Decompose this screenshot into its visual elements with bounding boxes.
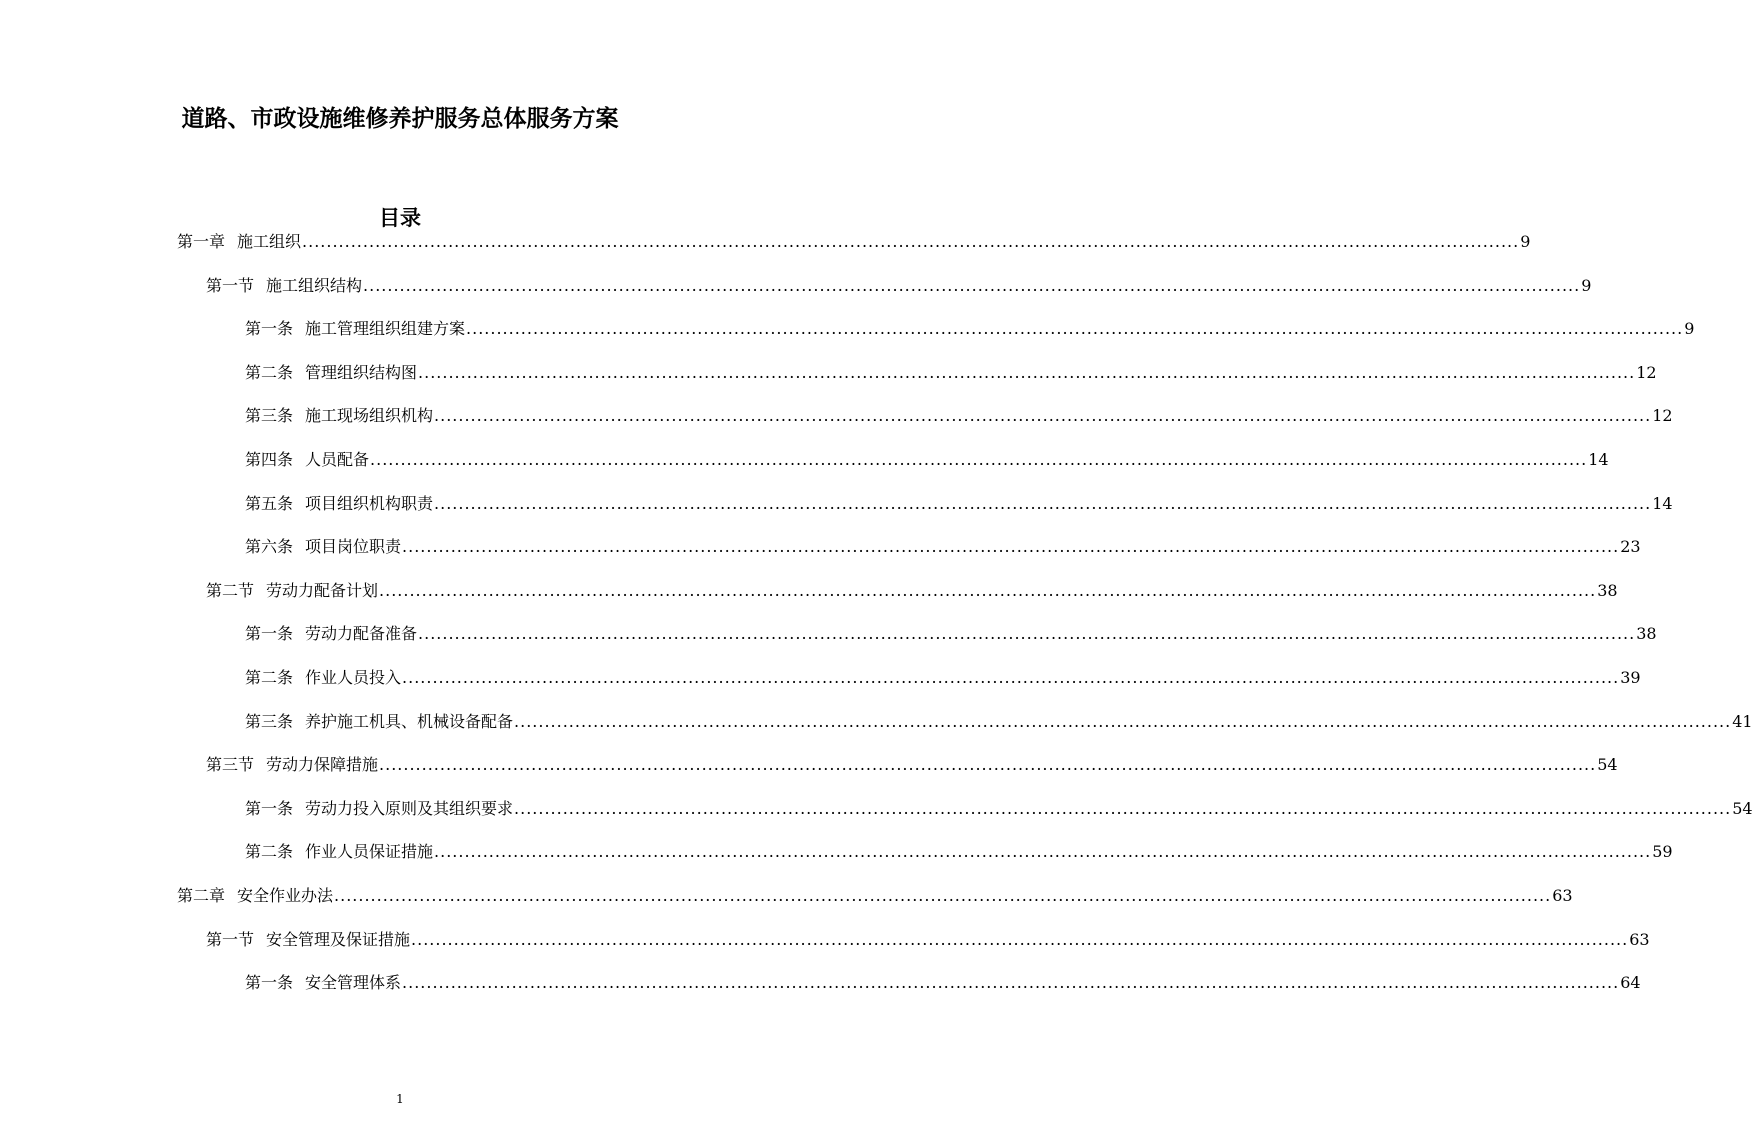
toc-entry-title: 施工组织结构	[266, 276, 363, 295]
toc-entry-title: 管理组织结构图	[305, 363, 418, 382]
toc-entry-page: 23	[1620, 537, 1641, 556]
toc-entry-title: 项目组织机构职责	[305, 494, 434, 513]
toc-dot-leader: ........................................................................................................................................................................................................	[434, 406, 1652, 425]
toc-entry-article[interactable]	[245, 971, 1641, 995]
toc-entry-article[interactable]	[245, 797, 1753, 821]
toc-entry-section[interactable]	[206, 928, 1650, 952]
toc-entry-page: 64	[1620, 973, 1641, 992]
toc-entry-number: 第三条	[245, 712, 294, 731]
toc-entry-page: 38	[1597, 581, 1618, 600]
toc-entry-article[interactable]	[245, 404, 1673, 428]
toc-entry-page: 38	[1636, 624, 1657, 643]
toc-entry-article[interactable]	[245, 840, 1673, 864]
toc-entry-number: 第一条	[245, 319, 294, 338]
toc-dot-leader: ........................................................................................................................................................................................................	[418, 363, 1636, 382]
toc-entry-title: 人员配备	[305, 450, 370, 469]
toc-entry-title: 养护施工机具、机械设备配备	[305, 712, 514, 731]
toc-entry-page: 39	[1620, 668, 1641, 687]
toc-entry-page: 63	[1552, 886, 1573, 905]
toc-entry-number: 第一条	[245, 624, 294, 643]
toc-entry-title: 作业人员保证措施	[305, 842, 434, 861]
toc-entry-page: 14	[1652, 494, 1673, 513]
toc-entry-number: 第五条	[245, 494, 294, 513]
toc-entry-section[interactable]	[206, 274, 1592, 298]
toc-entry-title: 安全管理及保证措施	[266, 930, 411, 949]
toc-entry-number: 第四条	[245, 450, 294, 469]
toc-entry-number: 第一条	[245, 799, 294, 818]
toc-dot-leader: ........................................................................................................................................................................................................	[418, 624, 1636, 643]
toc-entry-title: 劳动力保障措施	[266, 755, 379, 774]
toc-dot-leader: ........................................................................................................................................................................................................	[334, 886, 1552, 905]
toc-entry-chapter[interactable]	[177, 884, 1573, 908]
toc-heading: 目录	[379, 206, 421, 230]
toc-entry-title: 施工管理组织组建方案	[305, 319, 466, 338]
page-number: 1	[396, 1092, 404, 1106]
toc-entry-page: 54	[1597, 755, 1618, 774]
toc-entry-page: 14	[1588, 450, 1609, 469]
toc-dot-leader: ........................................................................................................................................................................................................	[402, 973, 1620, 992]
toc-dot-leader: ........................................................................................................................................................................................................	[466, 319, 1684, 338]
toc-entry-title: 施工组织	[237, 232, 302, 251]
toc-entry-title: 安全管理体系	[305, 973, 402, 992]
toc-entry-article[interactable]	[245, 710, 1753, 734]
toc-entry-number: 第二章	[177, 886, 226, 905]
toc-dot-leader: ........................................................................................................................................................................................................	[379, 755, 1597, 774]
toc-entry-number: 第二条	[245, 668, 294, 687]
toc-entry-article[interactable]	[245, 492, 1673, 516]
document-title: 道路、市政设施维修养护服务总体服务方案	[181, 106, 619, 132]
toc-entry-title: 劳动力配备准备	[305, 624, 418, 643]
toc-entry-article[interactable]	[245, 361, 1657, 385]
toc-dot-leader: ........................................................................................................................................................................................................	[514, 799, 1732, 818]
toc-entry-chapter[interactable]	[177, 230, 1531, 254]
toc-dot-leader: ........................................................................................................................................................................................................	[411, 930, 1629, 949]
toc-entry-title: 劳动力配备计划	[266, 581, 379, 600]
toc-entry-page: 59	[1652, 842, 1673, 861]
toc-entry-number: 第三节	[206, 755, 255, 774]
toc-dot-leader: ........................................................................................................................................................................................................	[402, 537, 1620, 556]
toc-dot-leader: ........................................................................................................................................................................................................	[370, 450, 1588, 469]
toc-entry-number: 第一条	[245, 973, 294, 992]
toc-entry-number: 第三条	[245, 406, 294, 425]
toc-dot-leader: ........................................................................................................................................................................................................	[363, 276, 1581, 295]
toc-dot-leader: ........................................................................................................................................................................................................	[302, 232, 1520, 251]
toc-entry-number: 第二条	[245, 363, 294, 382]
toc-entry-number: 第六条	[245, 537, 294, 556]
toc-dot-leader: ........................................................................................................................................................................................................	[379, 581, 1597, 600]
toc-dot-leader: ........................................................................................................................................................................................................	[514, 712, 1732, 731]
toc-entry-number: 第二条	[245, 842, 294, 861]
toc-entry-title: 作业人员投入	[305, 668, 402, 687]
toc-entry-title: 施工现场组织机构	[305, 406, 434, 425]
toc-entry-page: 41	[1732, 712, 1753, 731]
toc-entry-page: 9	[1581, 276, 1592, 295]
toc-entry-page: 12	[1636, 363, 1657, 382]
toc-entry-section[interactable]	[206, 579, 1618, 603]
toc-entry-article[interactable]	[245, 622, 1657, 646]
toc-dot-leader: ........................................................................................................................................................................................................	[434, 494, 1652, 513]
toc-entry-number: 第一节	[206, 930, 255, 949]
toc-entry-title: 项目岗位职责	[305, 537, 402, 556]
toc-entry-article[interactable]	[245, 535, 1641, 559]
toc-dot-leader: ........................................................................................................................................................................................................	[434, 842, 1652, 861]
toc-entry-page: 63	[1629, 930, 1650, 949]
toc-entry-article[interactable]	[245, 666, 1641, 690]
toc-entry-article[interactable]	[245, 448, 1609, 472]
toc-entry-page: 9	[1684, 319, 1695, 338]
toc-entry-page: 54	[1732, 799, 1753, 818]
toc-dot-leader: ........................................................................................................................................................................................................	[402, 668, 1620, 687]
toc-entry-page: 9	[1520, 232, 1531, 251]
toc-entry-number: 第二节	[206, 581, 255, 600]
toc-entry-number: 第一章	[177, 232, 226, 251]
toc-entry-article[interactable]	[245, 317, 1695, 341]
toc-entry-page: 12	[1652, 406, 1673, 425]
toc-entry-title: 安全作业办法	[237, 886, 334, 905]
toc-entry-number: 第一节	[206, 276, 255, 295]
toc-entry-title: 劳动力投入原则及其组织要求	[305, 799, 514, 818]
toc-entry-section[interactable]	[206, 753, 1618, 777]
